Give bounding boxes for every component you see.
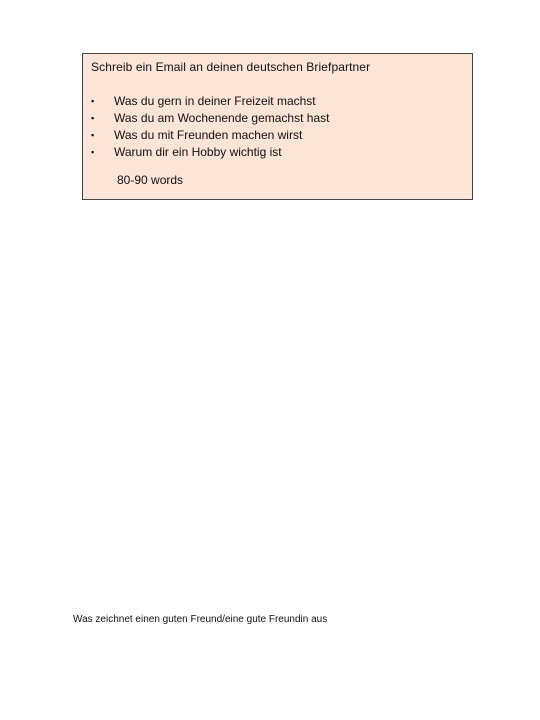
task-list-item <box>91 110 464 127</box>
task-list-item <box>91 127 464 144</box>
bullet-icon: ▪ <box>91 147 95 157</box>
bullet-icon: ▪ <box>91 96 95 106</box>
writing-task-box <box>82 53 473 200</box>
task-list <box>91 93 464 161</box>
task-list-item-text: Was du gern in deiner Freizeit machst <box>114 94 316 108</box>
bullet-icon: ▪ <box>91 130 95 140</box>
task-list-item-text: Was du mit Freunden machen wirst <box>114 128 303 142</box>
task-list-item-text: Was du am Wochenende gemachst hast <box>114 111 330 125</box>
task-list-item <box>91 144 464 161</box>
task-title: Schreib ein Email an deinen deutschen Briefpartner <box>91 60 371 74</box>
word-count-label: 80-90 words <box>117 173 184 187</box>
task-list-item <box>91 93 464 110</box>
bottom-prompt-text: Was zeichnet einen guten Freund/eine gute Freundin aus <box>73 614 328 625</box>
bullet-icon: ▪ <box>91 113 95 123</box>
task-list-item-text: Warum dir ein Hobby wichtig ist <box>114 145 282 159</box>
